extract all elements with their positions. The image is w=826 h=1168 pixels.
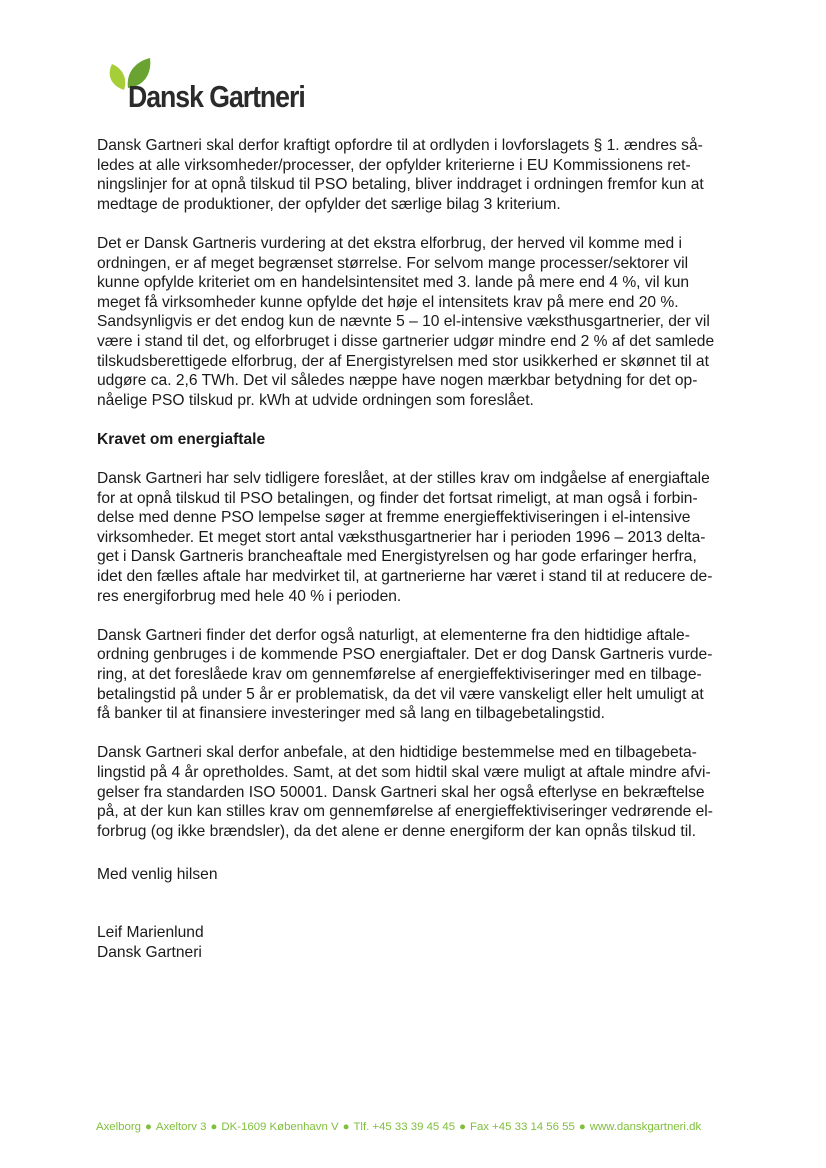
signature [97,923,757,962]
footer-address [96,1121,756,1133]
footer-website-link[interactable]: www.danskgartneri.dk [589,1121,702,1133]
signature-org: Dansk Gartneri [97,943,202,961]
separator-dot-icon: ● [210,1121,218,1133]
separator-dot-icon: ● [578,1121,586,1133]
text-line: Sandsynligvis er det endog kun de nævnte 5 – 10 el-intensive væksthusgartnerier, der vil [97,313,710,331]
separator-dot-icon: ● [342,1121,350,1133]
footer-phone: Tlf. +45 33 39 45 45 [353,1121,456,1133]
text-line: på, at der kun kan stilles krav om gennemførelse af energieffektiviseringer vedrørende el- [97,803,713,821]
text-line: Dansk Gartneri skal derfor kraftigt opfordre til at ordlyden i lovforslagets § 1. ændres så- [97,137,703,154]
text-line: get i Dansk Gartneris brancheaftale med Energistyrelsen og har gode erfaringer herfra, [97,548,697,566]
footer-fax: Fax +45 33 14 56 55 [470,1121,575,1133]
text-line: kunne opfylde kriteriet om en handelsintensitet med 3. lande på mere end 4 %, vil kun [97,274,690,292]
text-line: være i stand til det, og elforbruget i disse gartnerier udgør mindre end 2 % af det samlede [97,332,715,350]
text-line: delse med denne PSO lempelse søger at fremme energieffektiviseringen i el-intensive [97,509,691,527]
footer-item: DK-1609 København V [221,1121,339,1133]
paragraph-3 [97,469,757,606]
text-line: medtage de produktioner, der opfylder det særlige bilag 3 kriterium. [97,195,561,213]
text-line: ordningen, er af meget begrænset størrelse. For selvom mange processer/sektorer vil [97,254,689,272]
text-line: ring, at det foreslåede krav om gennemførelse af energieffektiviseringer med en tilbage- [97,666,702,684]
text-line: virksomheder. Et meget stort antal væksthusgartnerier har i perioden 1996 – 2013 delta- [97,528,706,546]
logo-text: Dansk Gartneri [128,79,305,114]
greeting: Med venlig hilsen [97,866,218,884]
text-line: ledes at alle virksomheder/processer, der opfylder kriterierne i EU Kommissionens ret- [97,156,691,174]
text-line: for at opnå tilskud til PSO betalingen, og finder det fortsat rimeligt, at man også i forbin- [97,489,698,507]
text-line: Dansk Gartneri skal derfor anbefale, at den hidtidige bestemmelse med en tilbagebeta- [97,744,697,762]
text-line: gelser fra standarden ISO 50001. Dansk Gartneri skal her også efterlyse en bekræftelse [97,783,705,801]
text-line: Dansk Gartneri har selv tidligere foreslået, at der stilles krav om indgåelse af energiaftale [97,470,710,488]
letter-body [97,136,757,962]
text-line: betalingstid på under 5 år er problematisk, da det vil være vanskeligt eller helt umuligt at [97,685,704,703]
text-line: idet den fælles aftale har medvirket til, at gartnerierne har været i stand til at reducere de- [97,568,713,586]
footer-item: Axelborg [96,1121,141,1133]
text-line: nåelige PSO tilskud pr. kWh at udvide ordningen som foreslået. [97,391,534,409]
separator-dot-icon: ● [459,1121,466,1133]
separator-dot-icon: ● [144,1121,152,1133]
text-line: tilskudsberettigede elforbrug, der af Energistyrelsen med stor usikkerhed er skønnet til at [97,352,709,370]
footer-item: Axeltorv 3 [155,1121,207,1133]
paragraph-5 [97,743,757,841]
section-heading: Kravet om energiaftale [97,430,266,448]
text-line: ordning genbruges i de kommende PSO energiaftaler. Det er dog Dansk Gartneris vurde- [97,646,713,664]
paragraph-2 [97,234,757,410]
text-line: få banker til at finansiere investeringer med så lang en tilbagebetalingstid. [97,705,605,723]
text-line: res energiforbrug med hele 40 % i perioden. [97,587,402,605]
closing-block [97,865,757,962]
paragraph-4 [97,626,757,724]
paragraph-1 [97,136,757,214]
dansk-gartneri-logo [100,52,320,122]
text-line: lingstid på 4 år opretholdes. Samt, at det som hidtil skal være muligt at aftale mindre afvi- [97,764,711,781]
text-line: Dansk Gartneri finder det derfor også naturligt, at elementerne fra den hidtidige aftale- [97,626,690,644]
text-line: forbrug (og ikke brændsler), da det alene er denne energiform der kan opnås tilskud til. [97,822,696,840]
text-line: meget få virksomheder kunne opfylde det høje el intensitets krav på mere end 20 %. [97,293,679,311]
text-line: udgøre ca. 2,6 TWh. Det vil således næppe have nogen mærkbar betydning for det op- [97,372,698,390]
signature-name: Leif Marienlund [97,923,204,941]
text-line: ningslinjer for at opnå tilskud til PSO betaling, bliver inddraget i ordningen fremfor kun at [97,176,704,194]
text-line: Det er Dansk Gartneris vurdering at det ekstra elforbrug, der herved vil komme med i [97,234,683,252]
